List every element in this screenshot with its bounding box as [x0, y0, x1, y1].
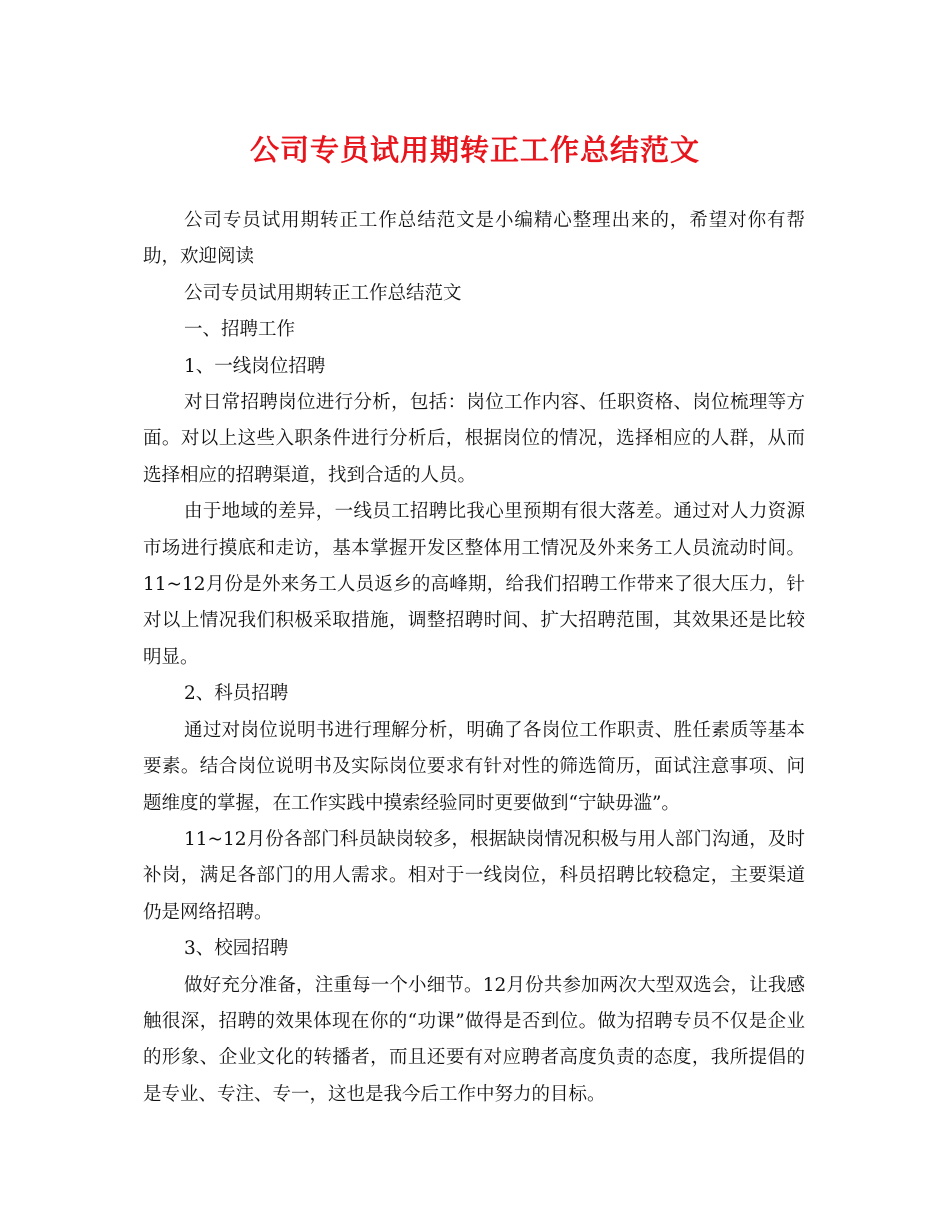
- subtitle-paragraph: 公司专员试用期转正工作总结范文: [184, 282, 462, 304]
- subheading-campus-recruitment: 3、校园招聘: [184, 938, 289, 960]
- paragraph-staff-analysis: 通过对岗位说明书进行理解分析，明确了各岗位工作职责、胜任素质等基本要素。结合岗位说明书及实际岗位要求有针对性的筛选简历，面试注意事项、问题维度的掌握，在工作实践中摸索经验同时更要做到“宁缺毋滥”。: [143, 719, 805, 814]
- document-body: [143, 203, 805, 1113]
- paragraph-frontline-analysis: 对日常招聘岗位进行分析，包括：岗位工作内容、任职资格、岗位梳理等方面。对以上这些入职条件进行分析后，根据岗位的情况，选择相应的人群，从而选择相应的招聘渠道，找到合适的人员。: [143, 392, 805, 486]
- subheading-frontline-recruitment: 1、一线岗位招聘: [184, 355, 326, 377]
- paragraph-staff-vacancy: 11~12月份各部门科员缺岗较多，根据缺岗情况积极与用人部门沟通，及时补岗，满足各部门的用人需求。相对于一线岗位，科员招聘比较稳定，主要渠道仍是网络招聘。: [143, 828, 805, 923]
- section-heading-recruitment: 一、招聘工作: [184, 319, 296, 341]
- paragraph-frontline-region: 由于地域的差异，一线员工招聘比我心里预期有很大落差。通过对人力资源市场进行摸底和走访，基本掌握开发区整体用工情况及外来务工人员流动时间。11~12月份是外来务工人员返乡的高峰期，给我们招聘工作带来了很大压力，针对以上情况我们积极采取措施，调整招聘时间、扩大招聘范围，其效果还是比较明显。: [143, 501, 805, 668]
- paragraph-campus-preparation: 做好充分准备，注重每一个小细节。12月份共参加两次大型双选会，让我感触很深，招聘的效果体现在你的“功课”做得是否到位。做为招聘专员不仅是企业的形象、企业文化的转播者，而且还要有对应聘者高度负责的态度，我所提倡的是专业、专注、专一，这也是我今后工作中努力的目标。: [143, 974, 805, 1105]
- intro-paragraph: 公司专员试用期转正工作总结范文是小编精心整理出来的，希望对你有帮助，欢迎阅读: [143, 210, 805, 268]
- document-title: 公司专员试用期转正工作总结范文: [249, 133, 700, 167]
- subheading-staff-recruitment: 2、科员招聘: [184, 683, 289, 705]
